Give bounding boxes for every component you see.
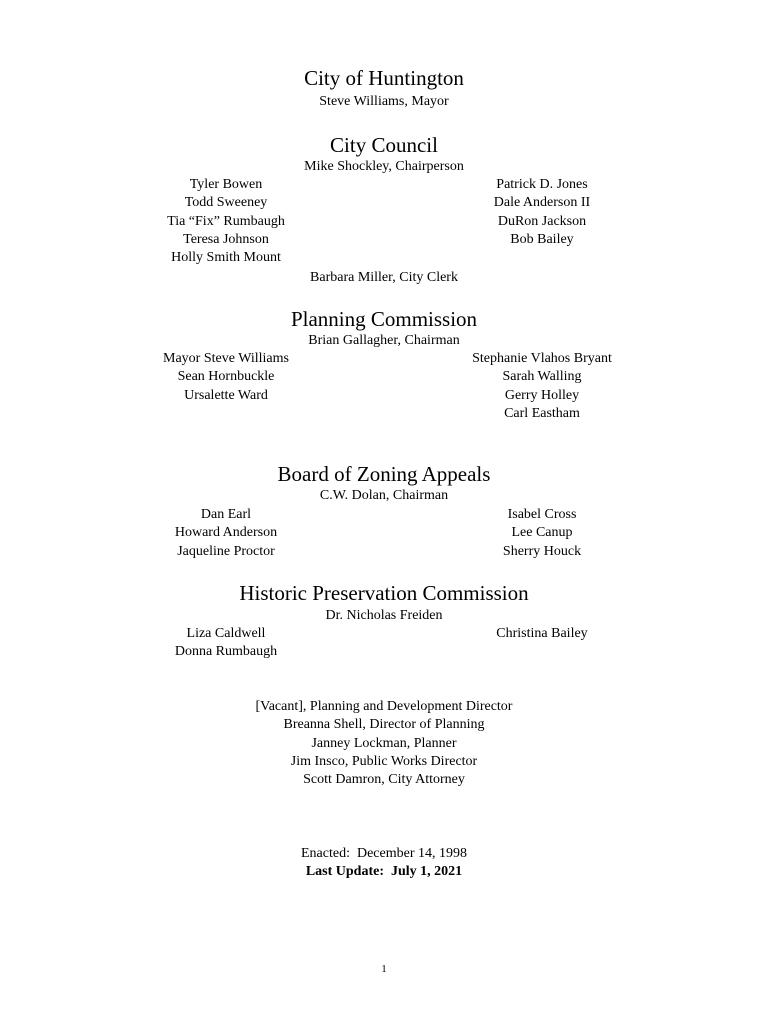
- historic-chair: Dr. Nicholas Freiden: [325, 608, 443, 623]
- last-update-date: Last Update: July 1, 2021: [305, 864, 463, 879]
- council-member: Tyler Bowen: [189, 177, 263, 192]
- staff-line: Janney Lockman, Planner: [311, 736, 457, 751]
- zoning-member: Howard Anderson: [174, 525, 278, 541]
- planning-member: Ursalette Ward: [184, 387, 268, 403]
- planning-left-column: [76, 352, 376, 407]
- city-title: City of Huntington: [304, 66, 464, 90]
- planning-heading: Planning Commission: [290, 307, 478, 331]
- council-member: Teresa Johnson: [183, 231, 269, 247]
- council-left-column: [76, 178, 376, 269]
- city-clerk: Barbara Miller, City Clerk: [310, 270, 458, 285]
- council-member: Dale Anderson II: [493, 195, 591, 211]
- enacted-date: Enacted: December 14, 1998: [301, 846, 467, 861]
- mayor-line: Steve Williams, Mayor: [319, 94, 449, 109]
- zoning-chair: C.W. Dolan, Chairman: [319, 488, 449, 503]
- historic-left-column: [76, 627, 376, 664]
- zoning-member: Sherry Houck: [502, 543, 582, 559]
- council-member: Bob Bailey: [510, 231, 574, 247]
- planning-right-column: [392, 352, 692, 425]
- council-member: Tia “Fix” Rumbaugh: [167, 213, 285, 229]
- page-number: 1: [381, 963, 387, 975]
- zoning-member: Isabel Cross: [507, 507, 577, 522]
- council-heading: City Council: [330, 133, 438, 157]
- historic-right-column: [392, 627, 692, 645]
- council-right-column: [392, 178, 692, 251]
- council-chair: Mike Shockley, Chairperson: [304, 159, 464, 174]
- zoning-left-column: [76, 508, 376, 563]
- planning-member: Sarah Walling: [502, 369, 582, 385]
- council-member: Holly Smith Mount: [171, 250, 281, 266]
- zoning-right-column: [392, 508, 692, 563]
- planning-member: Carl Eastham: [504, 405, 580, 421]
- staff-line: Breanna Shell, Director of Planning: [283, 717, 485, 732]
- planning-member: Gerry Holley: [504, 387, 580, 403]
- zoning-member: Lee Canup: [511, 525, 573, 541]
- planning-member: Stephanie Vlahos Bryant: [472, 351, 612, 366]
- historic-heading: Historic Preservation Commission: [239, 581, 529, 605]
- staff-line: Jim Insco, Public Works Director: [290, 754, 478, 769]
- council-member: Patrick D. Jones: [496, 177, 588, 192]
- historic-member: Liza Caldwell: [186, 626, 266, 641]
- historic-member: Christina Bailey: [496, 626, 588, 641]
- staff-line: [Vacant], Planning and Development Director: [255, 699, 513, 714]
- planning-chair: Brian Gallagher, Chairman: [308, 333, 460, 348]
- council-member: DuRon Jackson: [497, 213, 587, 229]
- zoning-member: Jaqueline Proctor: [177, 543, 275, 559]
- planning-member: Sean Hornbuckle: [177, 369, 275, 385]
- zoning-heading: Board of Zoning Appeals: [277, 462, 491, 486]
- staff-line: Scott Damron, City Attorney: [303, 772, 465, 787]
- council-member: Todd Sweeney: [184, 195, 268, 211]
- planning-member: Mayor Steve Williams: [163, 351, 289, 366]
- historic-member: Donna Rumbaugh: [174, 644, 278, 660]
- zoning-member: Dan Earl: [200, 507, 252, 522]
